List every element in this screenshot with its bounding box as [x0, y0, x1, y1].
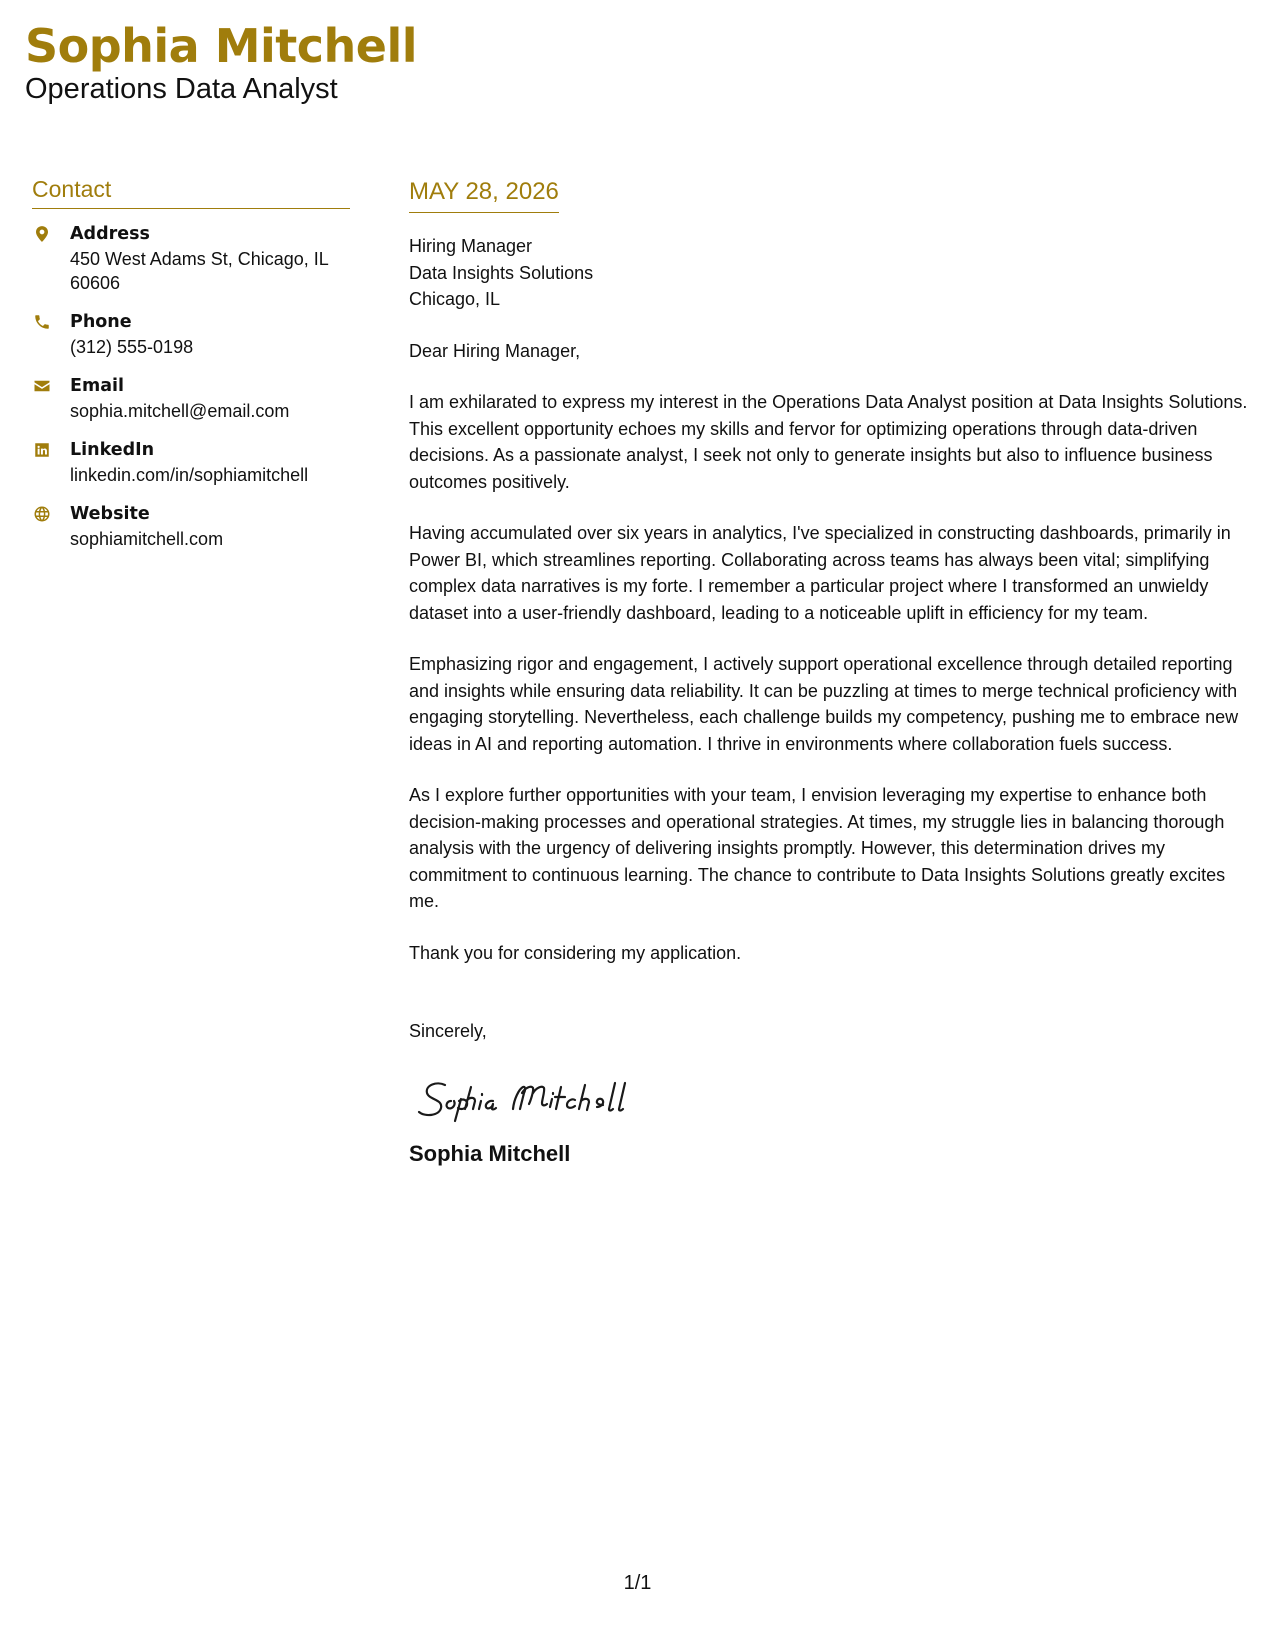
contact-item-address: [32, 223, 350, 295]
contact-item-website: [32, 503, 350, 551]
envelope-icon: [32, 376, 52, 396]
letter-paragraph: I am exhilarated to express my interest in the Operations Data Analyst position at Data Insights Solutions. This excellent opportunity echoes my skills and fervor for optimizing operations through data-driven decisions. As a passionate analyst, I seek not only to generate insights but also to influence business outcomes positively.: [409, 392, 1248, 492]
recipient-line: Data Insights Solutions: [409, 262, 594, 283]
letter-paragraph: Emphasizing rigor and engagement, I actively support operational excellence through detailed reporting and insights while ensuring data reliability. It can be puzzling at times to merge technical proficiency with engaging storytelling. Nevertheless, each challenge builds my competency, pushing me to embrace new ideas in AI and reporting automation. I thrive in environments where collaboration fuels success.: [409, 654, 1239, 754]
letter-date: MAY 28, 2026: [409, 178, 559, 213]
recipient-block: [409, 233, 1251, 313]
letter-paragraph: Having accumulated over six years in analytics, I've specialized in constructing dashboards, primarily in Power BI, which streamlines reporting. Collaborating across teams has always been vital; simplifying complex data narratives is my forte. I remember a particular project where I transformed an unwieldy dataset into a user-friendly dashboard, leading to a noticeable uplift in efficiency for my team.: [409, 523, 1231, 623]
contact-label: Phone: [70, 312, 132, 333]
contact-label: Address: [70, 224, 150, 244]
linkedin-value: linkedin.com/in/sophiamitchell: [70, 464, 309, 485]
letter-paragraph: Thank you for considering my application.: [409, 942, 742, 963]
linkedin-icon: [32, 440, 52, 460]
salutation: Dear Hiring Manager,: [409, 340, 581, 361]
phone-icon: [32, 312, 52, 332]
page-number: 1/1: [623, 1572, 652, 1594]
closing: Sincerely,: [409, 1021, 487, 1041]
address-value: 450 West Adams St, Chicago, IL 60606: [70, 248, 329, 293]
contact-label: LinkedIn: [70, 440, 155, 461]
contact-label: Website: [70, 503, 150, 524]
signed-name: Sophia Mitchell: [409, 1140, 571, 1166]
contact-label: Email: [70, 376, 124, 397]
contact-item-linkedin: [32, 439, 350, 487]
header: [25, 20, 417, 106]
handwritten-signature: [415, 1067, 675, 1125]
globe-icon: [32, 504, 52, 524]
recipient-line: Chicago, IL: [409, 289, 501, 309]
letter-paragraph: As I explore further opportunities with your team, I envision leveraging my expertise to enhance both decision-making processes and operational strategies. At times, my struggle lies in balancing thorough analysis with the urgency of delivering insights promptly. However, this determination drives my commitment to continuous learning. The chance to contribute to Data Insights Solutions greatly excites me.: [409, 785, 1226, 911]
recipient-line: Hiring Manager: [409, 236, 533, 256]
job-title: Operations Data Analyst: [25, 72, 338, 105]
phone-value: (312) 555-0198: [70, 336, 194, 357]
contact-item-email: [32, 375, 350, 423]
contact-item-phone: [32, 311, 350, 359]
contact-sidebar: [32, 176, 350, 567]
website-value: sophiamitchell.com: [70, 528, 224, 549]
map-pin-icon: [32, 224, 52, 244]
letter-body: [409, 178, 1251, 1167]
applicant-name: Sophia Mitchell: [25, 19, 418, 73]
contact-heading: Contact: [32, 176, 350, 209]
email-value: sophia.mitchell@email.com: [70, 400, 290, 421]
